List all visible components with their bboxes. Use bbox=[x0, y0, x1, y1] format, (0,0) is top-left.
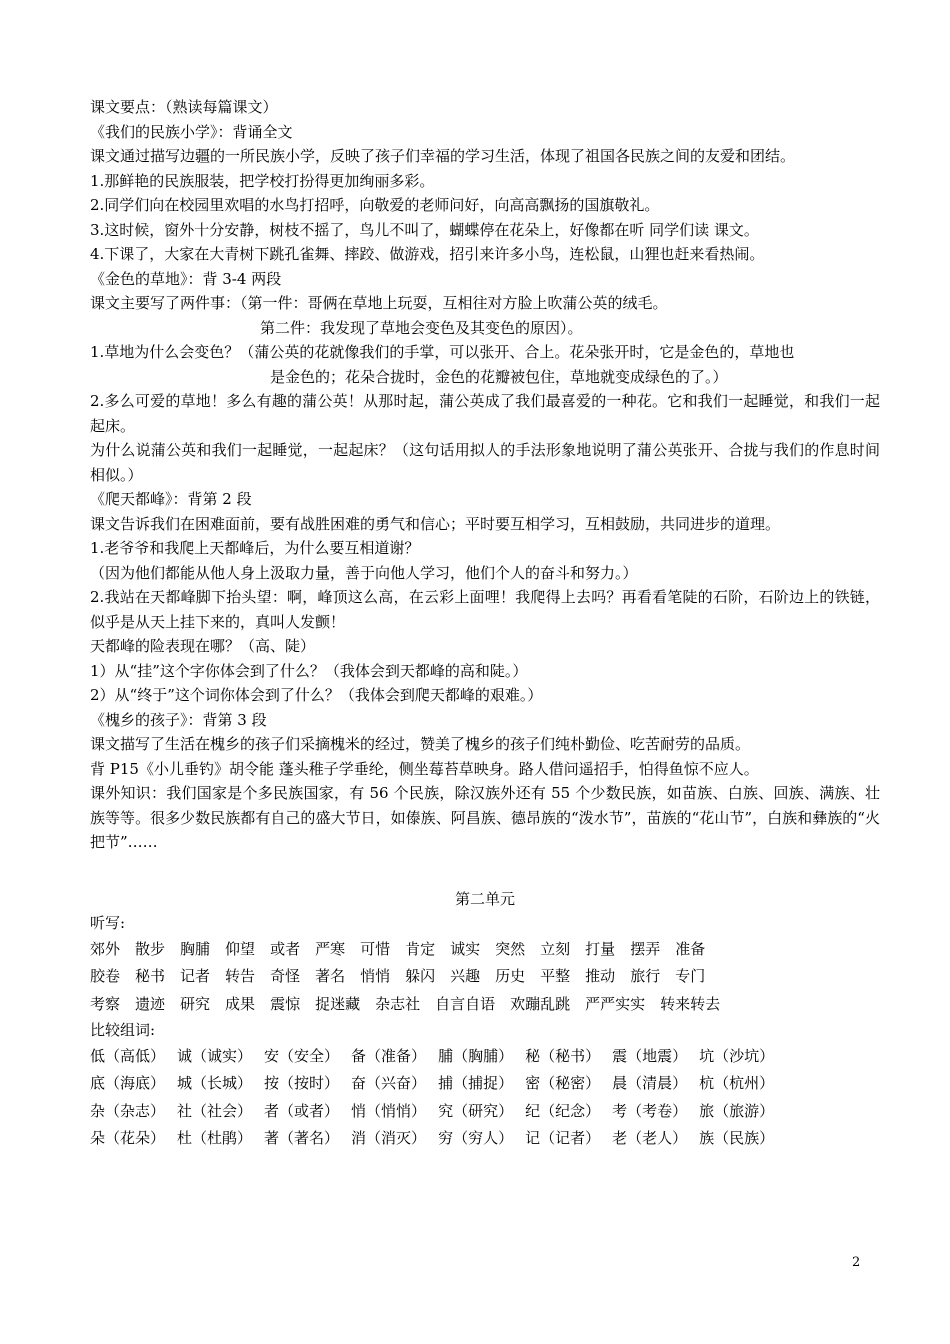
word-pair: 晨（清晨） bbox=[612, 1074, 688, 1092]
compare-row bbox=[90, 1070, 880, 1098]
text-line: 第二件：我发现了草地会变色及其变色的原因）。 bbox=[260, 318, 583, 337]
word-pair: 杂（杂志） bbox=[90, 1101, 166, 1120]
word: 专门 bbox=[675, 967, 706, 985]
compare-row bbox=[90, 1125, 880, 1153]
word: 秘书 bbox=[135, 967, 166, 985]
word-pair: 密（秘密） bbox=[525, 1074, 601, 1092]
word: 悄悄 bbox=[360, 967, 391, 985]
text-line: 背 P15《小儿垂钓》胡令能 蓬头稚子学垂纶，侧坐莓苔草映身。路人借问遥招手，怕得鱼惊不应人。 bbox=[90, 759, 759, 778]
word-pair: 究（研究） bbox=[438, 1101, 514, 1120]
word-pair: 记（记者） bbox=[525, 1129, 601, 1147]
text-line: 1.草地为什么会变色？（蒲公英的花就像我们的手掌，可以张开、合上。花朵张开时，它是金色的，草地也 bbox=[90, 343, 795, 361]
word-pair: 备（准备） bbox=[351, 1046, 427, 1065]
section-heading: 课文要点：（熟读每篇课文） bbox=[90, 98, 278, 116]
lesson-title: 《我们的民族小学》：背诵全文 bbox=[90, 122, 293, 141]
word: 平整 bbox=[540, 967, 571, 985]
word: 躲闪 bbox=[405, 967, 436, 985]
compare-row bbox=[90, 1043, 880, 1071]
word-pair: 旅（旅游） bbox=[699, 1101, 775, 1120]
lesson-title: 《爬天都峰》：背第 2 段 bbox=[90, 490, 252, 508]
text-line: 4.下课了，大家在大青树下跳孔雀舞、摔跤、做游戏，招引来许多小鸟，连松鼠，山狸也赶来看热闹。 bbox=[90, 245, 765, 263]
word-pair: 朵（花朵） bbox=[90, 1129, 166, 1147]
compare-label: 比较组词: bbox=[90, 1021, 156, 1039]
word: 转来转去 bbox=[660, 994, 721, 1013]
word: 兴趣 bbox=[450, 967, 481, 985]
word-pair: 考（考卷） bbox=[612, 1101, 688, 1120]
text-line: 1.那鲜艳的民族服装，把学校打扮得更加绚丽多彩。 bbox=[90, 171, 435, 190]
text-line: 3.这时候，窗外十分安静，树枝不摇了，鸟儿不叫了，蝴蝶停在花朵上，好像都在听 同学们读 课文。 bbox=[90, 220, 759, 239]
word: 推动 bbox=[585, 967, 616, 985]
word: 历史 bbox=[495, 967, 526, 985]
word: 著名 bbox=[315, 967, 346, 985]
word: 成果 bbox=[225, 994, 256, 1013]
word-pair: 社（社会） bbox=[177, 1101, 253, 1120]
word-pair: 杜（杜鹃） bbox=[177, 1129, 253, 1147]
dictation-label: 听写: bbox=[90, 914, 126, 932]
text-line: 课文主要写了两件事：（第一件：哥俩在草地上玩耍，互相往对方脸上吹蒲公英的绒毛。 bbox=[90, 294, 668, 312]
word: 旅行 bbox=[630, 967, 661, 985]
word: 胶卷 bbox=[90, 967, 121, 985]
word: 严寒 bbox=[315, 939, 346, 958]
text-line: 2.多么可爱的草地！多么有趣的蒲公英！从那时起，蒲公英成了我们最喜爱的一种花。它和我们一起睡觉，和我们一起起床。 bbox=[90, 392, 880, 435]
word: 郊外 bbox=[90, 939, 121, 958]
word: 自言自语 bbox=[435, 994, 496, 1013]
word: 欢蹦乱跳 bbox=[510, 994, 571, 1013]
word-pair: 城（长城） bbox=[177, 1074, 253, 1092]
word-pair: 穷（穷人） bbox=[438, 1129, 514, 1147]
word: 杂志社 bbox=[375, 994, 421, 1013]
word-pair: 秘（秘书） bbox=[525, 1046, 601, 1065]
word-pair: 消（消灭） bbox=[351, 1129, 427, 1147]
word: 打量 bbox=[585, 939, 616, 958]
document-page bbox=[90, 95, 880, 1153]
word: 立刻 bbox=[540, 939, 571, 958]
word: 摆弄 bbox=[630, 939, 661, 958]
word: 肯定 bbox=[405, 939, 436, 958]
word: 研究 bbox=[180, 994, 211, 1013]
text-line: 为什么说蒲公英和我们一起睡觉，一起起床？（这句话用拟人的手法形象地说明了蒲公英张开、合拢与我们的作息时间相似。） bbox=[90, 441, 880, 484]
word: 诚实 bbox=[450, 939, 481, 958]
text-line: 1.老爷爷和我爬上天都峰后，为什么要互相道谢？ bbox=[90, 539, 420, 557]
word-pair: 安（安全） bbox=[264, 1046, 340, 1065]
word: 可惜 bbox=[360, 939, 391, 958]
text-line: 课文通过描写边疆的一所民族小学，反映了孩子们幸福的学习生活，体现了祖国各民族之间的友爱和团结。 bbox=[90, 147, 796, 165]
word: 奇怪 bbox=[270, 967, 301, 985]
word-pair: 著（著名） bbox=[264, 1129, 340, 1147]
word-pair: 坑（沙坑） bbox=[699, 1046, 775, 1065]
word: 遗迹 bbox=[135, 994, 166, 1013]
word-pair: 老（老人） bbox=[612, 1129, 688, 1147]
word-pair: 纪（纪念） bbox=[525, 1101, 601, 1120]
compare-row bbox=[90, 1098, 880, 1126]
word-pair: 捕（捕捉） bbox=[438, 1074, 514, 1092]
text-line: 课文描写了生活在槐乡的孩子们采摘槐米的经过，赞美了槐乡的孩子们纯朴勤俭、吃苦耐劳的品质。 bbox=[90, 735, 751, 753]
word: 胸脯 bbox=[180, 939, 211, 958]
word-pair: 奋（兴奋） bbox=[351, 1074, 427, 1092]
word: 或者 bbox=[270, 939, 301, 958]
word: 震惊 bbox=[270, 994, 301, 1013]
text-line: 课文告诉我们在困难面前，要有战胜困难的勇气和信心；平时要互相学习，互相鼓励，共同进步的道理。 bbox=[90, 514, 781, 533]
word-pair: 脯（胸脯） bbox=[438, 1046, 514, 1065]
dictation-row bbox=[90, 991, 880, 1019]
word-pair: 震（地震） bbox=[612, 1046, 688, 1065]
word: 严严实实 bbox=[585, 994, 646, 1013]
text-line: 天都峰的险表现在哪？（高、陡） bbox=[90, 637, 316, 655]
text-line: 课外知识：我们国家是个多民族国家，有 56 个民族，除汉族外还有 55 个少数民族，如苗族、白族、回族、满族、壮族等等。很多少数民族都有自己的盛大节日，如傣族、阿昌族、德昂族的“泼水节”，苗族的“花山节”，白族和彝族的“火把节”…… bbox=[90, 784, 880, 851]
word-pair: 杭（杭州） bbox=[699, 1074, 775, 1092]
word: 转告 bbox=[225, 967, 256, 985]
word-pair: 诚（诚实） bbox=[177, 1046, 253, 1065]
word-pair: 底（海底） bbox=[90, 1074, 166, 1092]
word: 考察 bbox=[90, 994, 121, 1013]
lesson-title: 《槐乡的孩子》：背第 3 段 bbox=[90, 710, 267, 729]
word-pair: 族（民族） bbox=[699, 1129, 775, 1147]
word: 记者 bbox=[180, 967, 211, 985]
text-line: 2.我站在天都峰脚下抬头望：啊，峰顶这么高，在云彩上面哩！我爬得上去吗？再看看笔陡的石阶，石阶边上的铁链，似乎是从天上挂下来的，真叫人发颤！ bbox=[90, 588, 880, 631]
text-line: 1）从“挂”这个字你体会到了什么？（我体会到天都峰的高和陡。） bbox=[90, 661, 528, 680]
lesson-title: 《金色的草地》：背 3-4 两段 bbox=[90, 269, 282, 288]
section-gap bbox=[90, 855, 880, 883]
text-line: 2.同学们向在校园里欢唱的水鸟打招呼，向敬爱的老师问好，向高高飘扬的国旗敬礼。 bbox=[90, 196, 660, 214]
word: 散步 bbox=[135, 939, 166, 958]
dictation-row bbox=[90, 963, 880, 991]
word-pair: 者（或者） bbox=[264, 1101, 340, 1120]
dictation-row bbox=[90, 936, 880, 964]
text-line: （因为他们都能从他人身上汲取力量，善于向他人学习，他们个人的奋斗和努力。） bbox=[90, 563, 638, 582]
word: 仰望 bbox=[225, 939, 256, 958]
word-pair: 低（高低） bbox=[90, 1046, 166, 1065]
word-pair: 按（按时） bbox=[264, 1074, 340, 1092]
page-number: 2 bbox=[852, 1255, 861, 1270]
word: 捉迷藏 bbox=[315, 994, 361, 1013]
text-line: 是金色的；花朵合拢时，金色的花瓣被包住，草地就变成绿色的了。） bbox=[270, 367, 728, 386]
word: 准备 bbox=[675, 939, 706, 958]
text-line: 2）从“终于”这个词你体会到了什么？（我体会到爬天都峰的艰难。） bbox=[90, 686, 543, 704]
word-pair: 悄（悄悄） bbox=[351, 1101, 427, 1120]
word: 突然 bbox=[495, 939, 526, 958]
unit-title: 第二单元 bbox=[454, 889, 515, 908]
